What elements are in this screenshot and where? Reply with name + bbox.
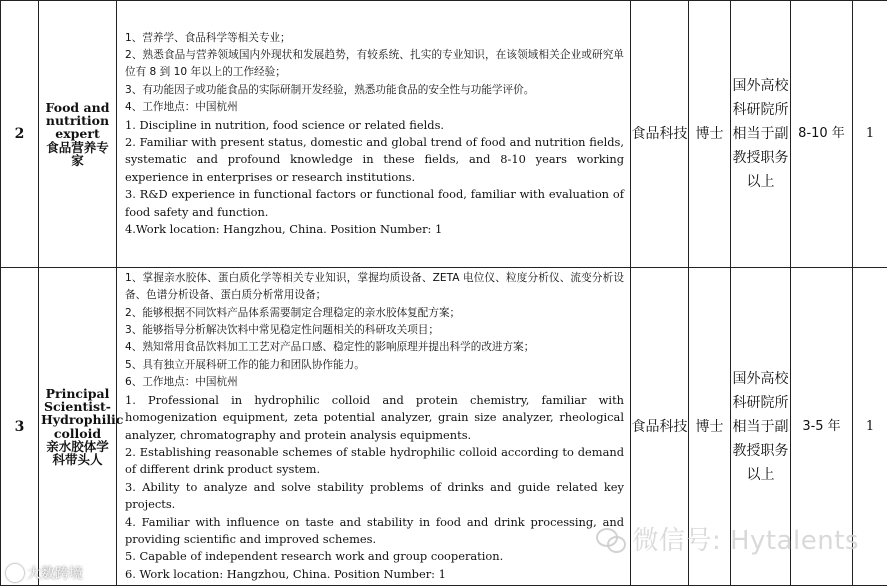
field-cell: 食品科技 xyxy=(631,1,689,268)
position-title xyxy=(39,1,117,268)
description-line: 1. Professional in hydrophilic colloid and protein chemistry, familiar with homogenization equipment, zeta potential analyzer, grain size analyzer, rheological analyzer, chromatography and protein analysis equipments. xyxy=(125,392,624,444)
description-line: 1、掌握亲水胶体、蛋白质化学等相关专业知识，掌握均质设备、ZETA 电位仪、粒度分析仪、流变分析设备、色谱分析设备、蛋白质分析常用设备； xyxy=(125,270,624,305)
source-logo xyxy=(6,563,83,583)
description-line: 4.Work location: Hangzhou, China. Position Number: 1 xyxy=(125,221,624,238)
description-line: 1、营养学、食品科学等相关专业； xyxy=(125,30,624,47)
count-cell: 1 xyxy=(853,268,887,586)
position-description xyxy=(117,268,631,586)
description-line: 2、熟悉食品与营养领域国内外现状和发展趋势，有较系统、扎实的专业知识，在该领域相关企业或研究单位有 8 到 10 年以上的工作经验； xyxy=(125,47,624,82)
row-number: 2 xyxy=(1,1,39,268)
table-row xyxy=(1,1,887,268)
description-line: 5、具有独立开展科研工作的能力和团队协作能力。 xyxy=(125,357,624,374)
title-level-cell: 国外高校科研院所相当于副教授职务以上 xyxy=(731,268,791,586)
position-title-en: Principal Scientist-Hydrophilic colloid xyxy=(41,387,114,440)
count-cell: 1 xyxy=(853,1,887,268)
logo-text: 大数跨境 xyxy=(27,563,83,583)
experience-cell: 3-5 年 xyxy=(791,268,853,586)
position-title-cn: 食品营养专家 xyxy=(41,141,114,167)
position-description xyxy=(117,1,631,268)
logo-icon xyxy=(6,564,24,582)
description-line: 3、有功能因子或功能食品的实际研制开发经验，熟悉功能食品的安全性与功能学评价。 xyxy=(125,82,624,99)
description-line: 2. Familiar with present status, domestic and global trend of food and nutrition fields, systematic and profound knowledge in these fields, and 8-10 years working experience in enterprises or research institutions. xyxy=(125,134,624,186)
description-line: 6. Work location: Hangzhou, China. Position Number: 1 xyxy=(125,566,624,583)
description-line: 4、熟知常用食品饮料加工工艺对产品口感、稳定性的影响原理并提出科学的改进方案； xyxy=(125,339,624,356)
description-line: 1. Discipline in nutrition, food science or related fields. xyxy=(125,117,624,134)
position-title-cn: 亲水胶体学科带头人 xyxy=(41,440,114,466)
field-cell: 食品科技 xyxy=(631,268,689,586)
description-line: 5. Capable of independent research work and group cooperation. xyxy=(125,548,624,565)
watermark-text: 微信号: Hytalents xyxy=(632,520,859,557)
experience-cell: 8-10 年 xyxy=(791,1,853,268)
position-title xyxy=(39,268,117,586)
description-line: 3. Ability to analyze and solve stability problems of drinks and guide related key projects. xyxy=(125,479,624,514)
description-line: 3. R&D experience in functional factors or functional food, familiar with evaluation of food safety and function. xyxy=(125,186,624,221)
degree-cell: 博士 xyxy=(689,1,731,268)
description-line: 6、工作地点：中国杭州 xyxy=(125,374,624,391)
description-line: 4. Familiar with influence on taste and stability in food and drink processing, and providing scientific and improved schemes. xyxy=(125,514,624,549)
title-level-cell: 国外高校科研院所相当于副教授职务以上 xyxy=(731,1,791,268)
description-line: 2. Establishing reasonable schemes of stable hydrophilic colloid according to demand of different drink product system. xyxy=(125,444,624,479)
position-title-en: Food and nutrition expert xyxy=(41,101,114,140)
description-line: 2、能够根据不同饮料产品体系需要制定合理稳定的亲水胶体复配方案； xyxy=(125,305,624,322)
degree-cell: 博士 xyxy=(689,268,731,586)
description-line: 3、能够指导分析解决饮料中常见稳定性问题相关的科研攻关项目； xyxy=(125,322,624,339)
description-line: 4、工作地点：中国杭州 xyxy=(125,99,624,116)
wechat-icon xyxy=(596,526,626,552)
row-number: 3 xyxy=(1,268,39,586)
wechat-watermark xyxy=(596,520,859,557)
